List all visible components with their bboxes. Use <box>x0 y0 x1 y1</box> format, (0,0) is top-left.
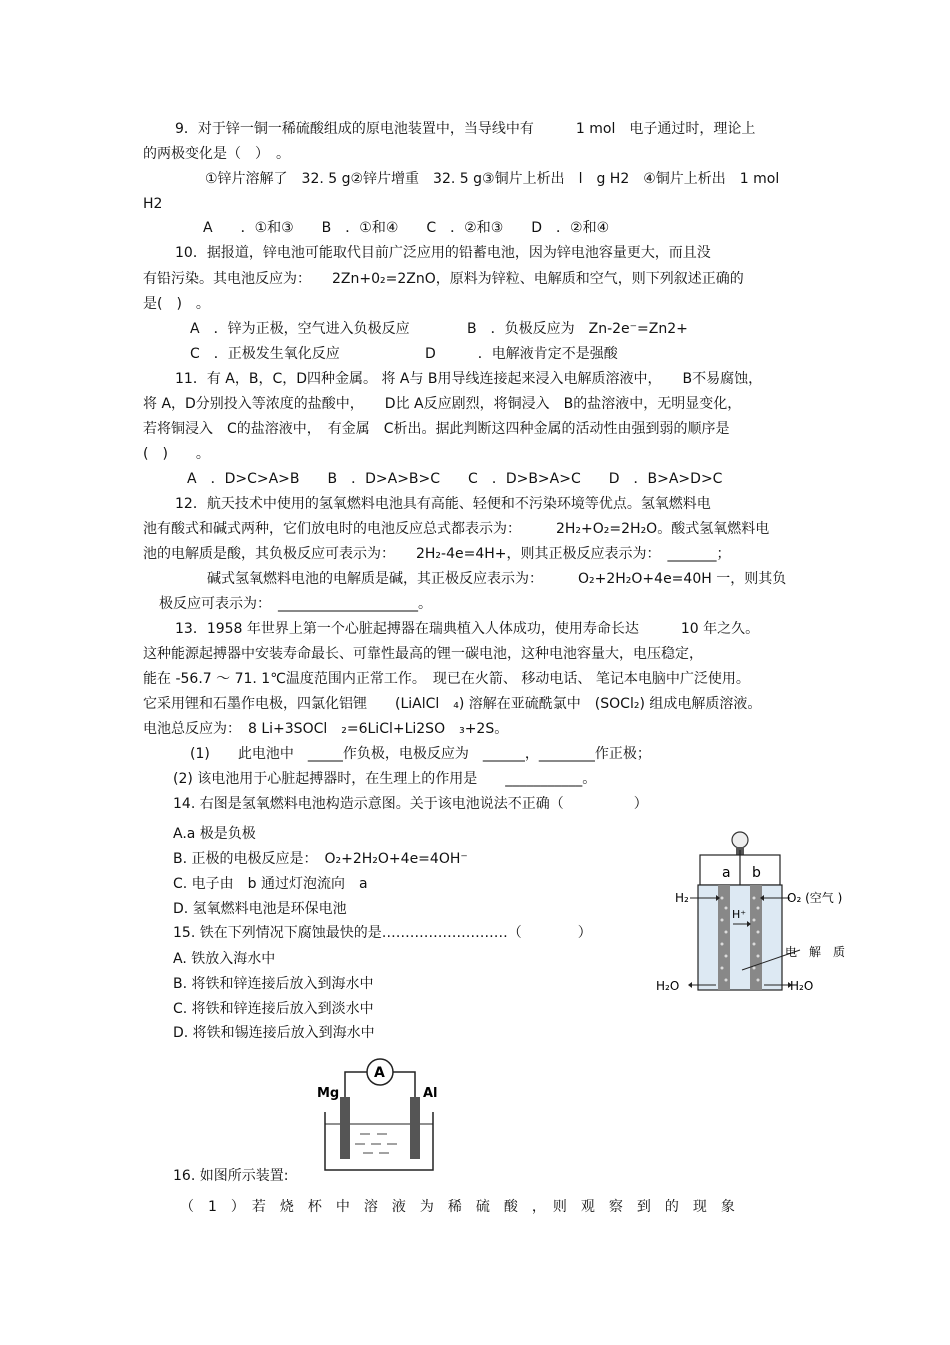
q11-line3: 若将铜浸入 C的盐溶液中， 有金属 C析出。据此判断这四种金属的活动性由强到弱的顺序是 <box>143 421 730 437</box>
ammeter-label: A <box>374 1065 385 1081</box>
q16-sub1: （ 1 ） 若 烧 杯 中 溶 液 为 稀 硫 酸 ， 则 观 察 到 的 现 象 <box>180 1199 735 1215</box>
q10-line1: 10．据报道，锌电池可能取代目前广泛应用的铅蓄电池，因为锌电池容量更大，而且没 <box>175 245 711 261</box>
q12-line3: 池的电解质是酸，其负极反应可表示为： 2H₂-4e=4H+，则其正极反应表示为： _______； <box>143 546 731 562</box>
electrode-b <box>750 885 762 990</box>
electrode-b-label: b <box>752 865 761 881</box>
h2o-outlet-right-label: H₂O <box>790 979 814 993</box>
q13-line5: 电池总反应为： 8 Li+3SOCl ₂=6LiCl+Li2SO ₃+2S。 <box>143 721 509 737</box>
q14-option-b: B. 正极的电极反应是： O₂+2H₂O+4e=4OH⁻ <box>173 851 468 867</box>
q11-line2: 将 A，D分别投入等浓度的盐酸中， D比 A反应剧烈，将铜浸入 B的盐溶液中，无明显变化， <box>143 396 742 412</box>
al-electrode <box>410 1097 420 1159</box>
electrolyte-label: 电 解 质 <box>785 945 846 959</box>
q13-line2: 这种能源起搏器中安装寿命最长、可靠性最高的锂一碳电池，这种电池容量大，电压稳定， <box>143 646 703 662</box>
q12-line5: 极反应可表示为： ____________________。 <box>159 596 432 612</box>
q12-line1: 12．航天技术中使用的氢氧燃料电池具有高能、轻便和不污染环境等优点。氢氧燃料电 <box>175 496 711 512</box>
q15-option-a: A. 铁放入海水中 <box>173 951 276 967</box>
h2-inlet-label: H₂ <box>675 891 689 905</box>
q14-stem: 14. 右图是氢氧燃料电池构造示意图。关于该电池说法不正确（ ） <box>173 796 648 812</box>
h2o-outlet-left-label: H₂O <box>656 979 680 993</box>
mg-electrode <box>340 1097 350 1159</box>
mg-al-cell-diagram <box>315 1052 445 1174</box>
cell-vessel <box>698 885 782 990</box>
q10-option-b: B ．负极反应为 Zn-2e⁻=Zn2+ <box>467 321 688 337</box>
electrode-a-label: a <box>722 865 731 881</box>
q15-option-d: D. 将铁和锡连接后放入到海水中 <box>173 1025 375 1041</box>
q13-sub1: (1) 此电池中 _____作负极，电极反应为 ______，________作正极； <box>190 746 651 762</box>
q15-stem: 15. 铁在下列情况下腐蚀最快的是………………………（ ） <box>173 925 592 941</box>
q16-stem: 16. 如图所示装置: <box>173 1168 289 1184</box>
q13-line4: 它采用锂和石墨作电极，四氯化铝锂 (LiAlCl ₄) 溶解在亚硫酰氯中 (SOCl₂) 组成电解质溶液。 <box>143 696 762 712</box>
q14-option-d: D. 氢氧燃料电池是环保电池 <box>173 901 347 917</box>
q9-line1: 9．对于锌一铜一稀硫酸组成的原电池装置中，当导线中有 1 mol 电子通过时，理论上 <box>175 121 756 137</box>
q11-line4: ( ) 。 <box>143 446 210 462</box>
q10-line3: 是( ) 。 <box>143 296 210 312</box>
q12-line4: 碱式氢氧燃料电池的电解质是碱，其正极反应表示为： O₂+2H₂O+4e=40H 一，则其负 <box>207 571 787 587</box>
electrode-a <box>718 885 730 990</box>
q9-line2: 的两极变化是（ ） 。 <box>143 146 290 162</box>
fuel-cell-diagram <box>650 828 860 1000</box>
q9-line3: ①锌片溶解了 32. 5 g②锌片增重 32. 5 g③铜片上析出 l g H2 ④铜片上析出 1 mol <box>205 171 780 187</box>
q14-option-c: C. 电子由 b 通过灯泡流向 a <box>173 876 368 892</box>
q11-options: A ．D>C>A>B B ．D>A>B>C C ．D>B>A>C D ．B>A>D>C <box>187 471 723 487</box>
q15-option-c: C. 将铁和锌连接后放入到淡水中 <box>173 1001 374 1017</box>
hplus-label: H⁺ <box>732 908 747 921</box>
q13-sub2: (2) 该电池用于心脏起搏器时，在生理上的作用是 ___________。 <box>173 771 597 787</box>
q13-line1: 13．1958 年世界上第一个心脏起搏器在瑞典植入人体成功，使用寿命长达 10 年之久。 <box>175 621 760 637</box>
q13-line3: 能在 -56.7 ～ 71. 1℃温度范围内正常工作。 现已在火箭、 移动电话、 笔记本电脑中广泛使用。 <box>143 671 750 687</box>
mg-label: Mg <box>317 1086 340 1101</box>
q11-line1: 11．有 A，B，C，D四种金属。 将 A与 B用导线连接起来浸入电解质溶液中， B不易腐蚀， <box>175 371 763 387</box>
q14-option-a: A.a 极是负极 <box>173 826 256 842</box>
q9-options: A ．①和③ B ．①和④ C ．②和③ D ．②和④ <box>203 220 610 236</box>
q10-option-d: D ．电解液肯定不是强酸 <box>425 346 618 362</box>
q12-line2: 池有酸式和碱式两种，它们放电时的电池反应总式都表示为： 2H₂+O₂=2H₂O。酸式氢氧燃料电 <box>143 521 770 537</box>
q10-line2: 有铅污染。其电池反应为： 2Zn+0₂=2ZnO，原料为锌粒、电解质和空气，则下列叙述正确的 <box>143 271 744 287</box>
q15-option-b: B. 将铁和锌连接后放入到海水中 <box>173 976 374 992</box>
q10-option-c: C ．正极发生氧化反应 <box>190 346 340 362</box>
q10-option-a: A ．锌为正极，空气进入负极反应 <box>190 321 410 337</box>
q9-line4: H2 <box>143 196 163 212</box>
al-label: Al <box>423 1086 438 1101</box>
o2-inlet-label: O₂ (空气 ) <box>787 891 843 905</box>
